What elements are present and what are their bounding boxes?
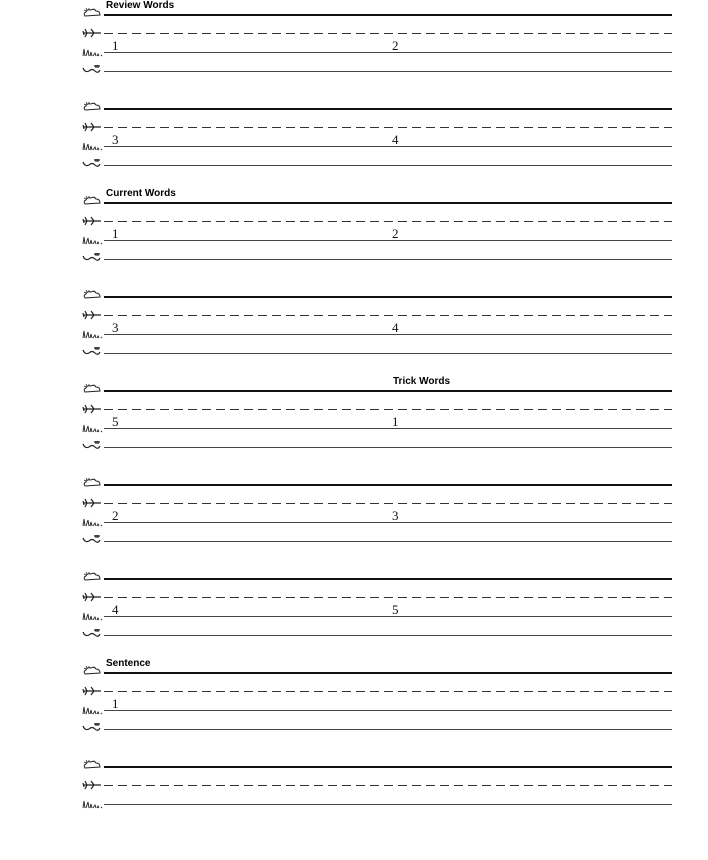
- sky-icon: [82, 102, 104, 112]
- word-number-left: 1: [112, 696, 119, 711]
- writing-block: [0, 188, 708, 296]
- baseline: [104, 334, 672, 335]
- middle-dashed-line: [104, 33, 672, 34]
- baseline: [104, 710, 672, 711]
- baseline: [104, 428, 672, 429]
- word-number-right: 4: [392, 132, 399, 147]
- bottom-line: [104, 729, 672, 730]
- middle-dashed-line: [104, 785, 672, 786]
- middle-dashed-line: [104, 597, 672, 598]
- plane-icon: [82, 404, 104, 414]
- baseline: [104, 146, 672, 147]
- top-line: [104, 390, 672, 392]
- grass-icon: [82, 799, 104, 809]
- worm-icon: [82, 441, 104, 451]
- middle-dashed-line: [104, 691, 672, 692]
- section-heading: Sentence: [106, 658, 151, 669]
- plane-icon: [82, 310, 104, 320]
- word-number-right: 2: [392, 226, 399, 241]
- sky-icon: [82, 760, 104, 770]
- worm-icon: [82, 65, 104, 75]
- top-line: [104, 108, 672, 110]
- grass-icon: [82, 517, 104, 527]
- bottom-line: [104, 541, 672, 542]
- word-number-right: 5: [392, 602, 399, 617]
- writing-block: [0, 0, 708, 108]
- top-line: [104, 578, 672, 580]
- bottom-line: [104, 259, 672, 260]
- word-number-left: 4: [112, 602, 119, 617]
- word-number-left: 1: [112, 226, 119, 241]
- top-line: [104, 14, 672, 16]
- plane-icon: [82, 216, 104, 226]
- worm-icon: [82, 535, 104, 545]
- bottom-line: [104, 165, 672, 166]
- plane-icon: [82, 28, 104, 38]
- baseline: [104, 804, 672, 805]
- writing-block: [0, 376, 708, 484]
- plane-icon: [82, 592, 104, 602]
- top-line: [104, 766, 672, 768]
- sky-icon: [82, 478, 104, 488]
- middle-dashed-line: [104, 503, 672, 504]
- sky-icon: [82, 572, 104, 582]
- plane-icon: [82, 686, 104, 696]
- bottom-line: [104, 71, 672, 72]
- writing-block: [0, 296, 708, 390]
- word-number-right: 2: [392, 38, 399, 53]
- worm-icon: [82, 723, 104, 733]
- grass-icon: [82, 329, 104, 339]
- writing-block: [0, 766, 708, 860]
- word-number-left: 3: [112, 132, 119, 147]
- bottom-line: [104, 635, 672, 636]
- worm-icon: [82, 629, 104, 639]
- grass-icon: [82, 141, 104, 151]
- sky-icon: [82, 384, 104, 394]
- worm-icon: [82, 347, 104, 357]
- grass-icon: [82, 423, 104, 433]
- top-line: [104, 484, 672, 486]
- middle-dashed-line: [104, 127, 672, 128]
- sky-icon: [82, 290, 104, 300]
- plane-icon: [82, 122, 104, 132]
- grass-icon: [82, 705, 104, 715]
- bottom-line: [104, 353, 672, 354]
- worm-icon: [82, 253, 104, 263]
- section-heading: Current Words: [106, 188, 176, 199]
- top-line: [104, 202, 672, 204]
- bottom-line: [104, 447, 672, 448]
- word-number-left: 5: [112, 414, 119, 429]
- grass-icon: [82, 47, 104, 57]
- plane-icon: [82, 498, 104, 508]
- section-heading: Review Words: [106, 0, 175, 11]
- middle-dashed-line: [104, 409, 672, 410]
- baseline: [104, 240, 672, 241]
- sky-icon: [82, 8, 104, 18]
- writing-block: [0, 658, 708, 766]
- sky-icon: [82, 196, 104, 206]
- top-line: [104, 296, 672, 298]
- worm-icon: [82, 159, 104, 169]
- section-heading: Trick Words: [393, 376, 451, 387]
- grass-icon: [82, 235, 104, 245]
- middle-dashed-line: [104, 315, 672, 316]
- baseline: [104, 52, 672, 53]
- middle-dashed-line: [104, 221, 672, 222]
- word-number-right: 3: [392, 508, 399, 523]
- grass-icon: [82, 611, 104, 621]
- word-number-right: 1: [392, 414, 399, 429]
- baseline: [104, 616, 672, 617]
- baseline: [104, 522, 672, 523]
- word-number-left: 1: [112, 38, 119, 53]
- word-number-left: 2: [112, 508, 119, 523]
- writing-block: [0, 484, 708, 578]
- sky-icon: [82, 666, 104, 676]
- word-number-left: 3: [112, 320, 119, 335]
- top-line: [104, 672, 672, 674]
- plane-icon: [82, 780, 104, 790]
- word-number-right: 4: [392, 320, 399, 335]
